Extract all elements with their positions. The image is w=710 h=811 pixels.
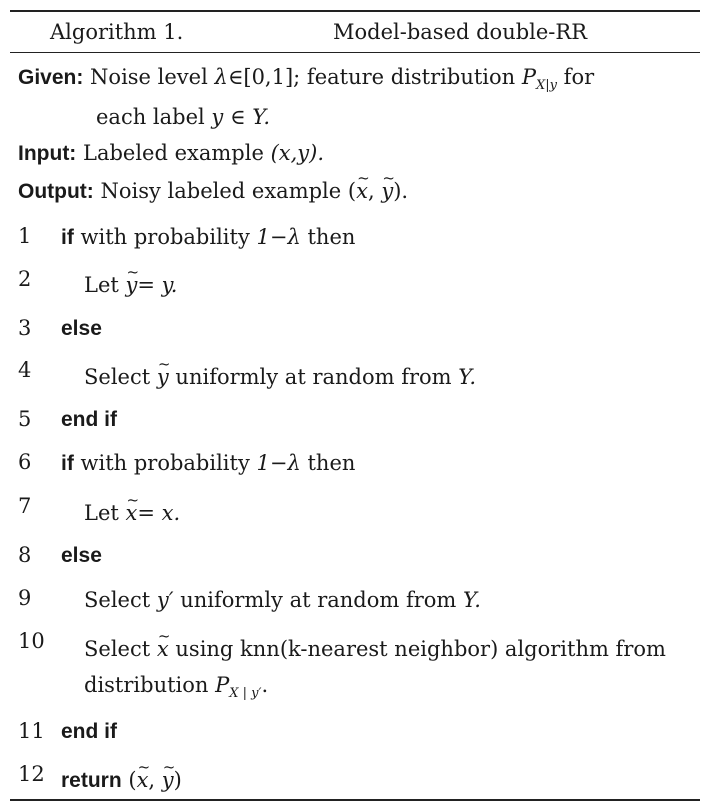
given-text-a: Noise level bbox=[90, 65, 208, 89]
algorithm-number: Algorithm 1. bbox=[50, 20, 184, 44]
step-12-return: return bbox=[61, 769, 122, 792]
step-1-text: with probability bbox=[80, 225, 250, 249]
step-2-number: 2 bbox=[18, 267, 32, 291]
step-3 bbox=[61, 313, 102, 344]
step-12 bbox=[61, 765, 182, 796]
step-4-text: Select bbox=[84, 365, 151, 389]
given-Y: Y. bbox=[252, 105, 271, 129]
step-7-number: 7 bbox=[18, 494, 32, 518]
given-text-b: feature distribution bbox=[306, 65, 516, 89]
input-text: Labeled example bbox=[83, 141, 264, 165]
step-11 bbox=[61, 716, 117, 747]
step-3-else: else bbox=[61, 317, 102, 340]
step-12-close: ) bbox=[173, 768, 182, 792]
given-lambda: λ bbox=[214, 65, 228, 89]
given-elem: ∈ bbox=[229, 105, 246, 129]
step-10-end: . bbox=[261, 673, 269, 697]
step-12-number: 12 bbox=[18, 762, 45, 786]
input-expr: (x,y). bbox=[270, 141, 325, 165]
step-4-text2: uniformly at random from bbox=[175, 365, 452, 389]
step-10-text: Select bbox=[84, 637, 151, 661]
step-4-number: 4 bbox=[18, 358, 32, 382]
step-10-number: 10 bbox=[18, 629, 45, 653]
input-label: Input: bbox=[18, 142, 77, 165]
step-10-var: ~ x bbox=[157, 634, 169, 664]
header-rule bbox=[10, 52, 700, 53]
step-12-x: ~ x bbox=[137, 765, 149, 795]
step-10-P-sub: X | y′ bbox=[229, 686, 262, 702]
step-4-set: Y. bbox=[458, 365, 477, 389]
top-rule bbox=[10, 10, 700, 12]
output-open: ( bbox=[347, 179, 357, 203]
output-line bbox=[18, 176, 408, 207]
step-12-comma: , bbox=[148, 768, 156, 792]
output-label: Output: bbox=[18, 180, 94, 203]
step-5-number: 5 bbox=[18, 407, 32, 431]
given-range: ∈[0,1]; bbox=[227, 65, 301, 89]
step-8-number: 8 bbox=[18, 543, 32, 567]
given-line-2 bbox=[96, 102, 270, 132]
algorithm-title: Model-based double-RR bbox=[333, 20, 588, 44]
step-6-then: then bbox=[307, 451, 356, 475]
step-12-open: ( bbox=[128, 768, 137, 792]
step-4 bbox=[84, 362, 476, 392]
step-9-var: y′ bbox=[156, 588, 174, 612]
step-11-number: 11 bbox=[18, 719, 45, 743]
given-text-c: for bbox=[563, 65, 595, 89]
step-10-line-1 bbox=[84, 634, 666, 664]
step-10-P: P bbox=[215, 673, 230, 697]
step-1-number: 1 bbox=[18, 224, 32, 248]
step-9-number: 9 bbox=[18, 586, 32, 610]
step-1 bbox=[61, 222, 355, 253]
output-close: ). bbox=[393, 179, 409, 203]
given-line2-text: each label bbox=[96, 105, 205, 129]
given-P-sub: X|y bbox=[536, 78, 557, 94]
step-1-then: then bbox=[307, 225, 356, 249]
step-3-number: 3 bbox=[18, 316, 32, 340]
given-line-1 bbox=[18, 62, 594, 101]
step-9-text: Select bbox=[84, 588, 151, 612]
output-comma: , bbox=[367, 179, 375, 203]
step-6-if: if bbox=[61, 452, 74, 475]
step-8 bbox=[61, 540, 102, 571]
step-2 bbox=[84, 270, 177, 300]
step-9 bbox=[84, 585, 481, 615]
bottom-rule bbox=[10, 799, 700, 801]
step-1-math: 1−λ bbox=[256, 225, 301, 249]
output-y-tilde: ~ y bbox=[381, 176, 393, 206]
input-line bbox=[18, 138, 324, 169]
step-10-line-2 bbox=[84, 670, 268, 709]
output-text: Noisy labeled example bbox=[100, 179, 342, 203]
step-9-text2: uniformly at random from bbox=[180, 588, 457, 612]
step-2-rhs: = y. bbox=[137, 273, 178, 297]
step-7-lhs: ~ x bbox=[126, 498, 138, 528]
step-6 bbox=[61, 448, 355, 479]
step-5-endif: end if bbox=[61, 408, 117, 431]
output-x-tilde: ~ x bbox=[356, 176, 368, 206]
step-2-text: Let bbox=[84, 273, 119, 297]
step-1-if: if bbox=[61, 226, 74, 249]
step-8-else: else bbox=[61, 544, 102, 567]
step-9-set: Y. bbox=[463, 588, 481, 612]
step-10-line2: distribution bbox=[84, 673, 209, 697]
step-11-endif: end if bbox=[61, 720, 117, 743]
step-5 bbox=[61, 404, 117, 435]
given-P: P bbox=[521, 65, 536, 89]
step-6-math: 1−λ bbox=[256, 451, 301, 475]
step-7 bbox=[84, 498, 180, 528]
step-10-text2: using knn(k-nearest neighbor) algorithm from bbox=[175, 637, 666, 661]
step-4-var: ~ y bbox=[157, 362, 169, 392]
step-2-lhs: ~ y bbox=[126, 270, 138, 300]
step-6-number: 6 bbox=[18, 450, 32, 474]
step-12-y: ~ y bbox=[162, 765, 174, 795]
step-6-text: with probability bbox=[80, 451, 250, 475]
given-y: y bbox=[211, 105, 224, 129]
step-7-text: Let bbox=[84, 501, 119, 525]
given-label: Given: bbox=[18, 66, 84, 89]
step-7-rhs: = x. bbox=[137, 501, 181, 525]
